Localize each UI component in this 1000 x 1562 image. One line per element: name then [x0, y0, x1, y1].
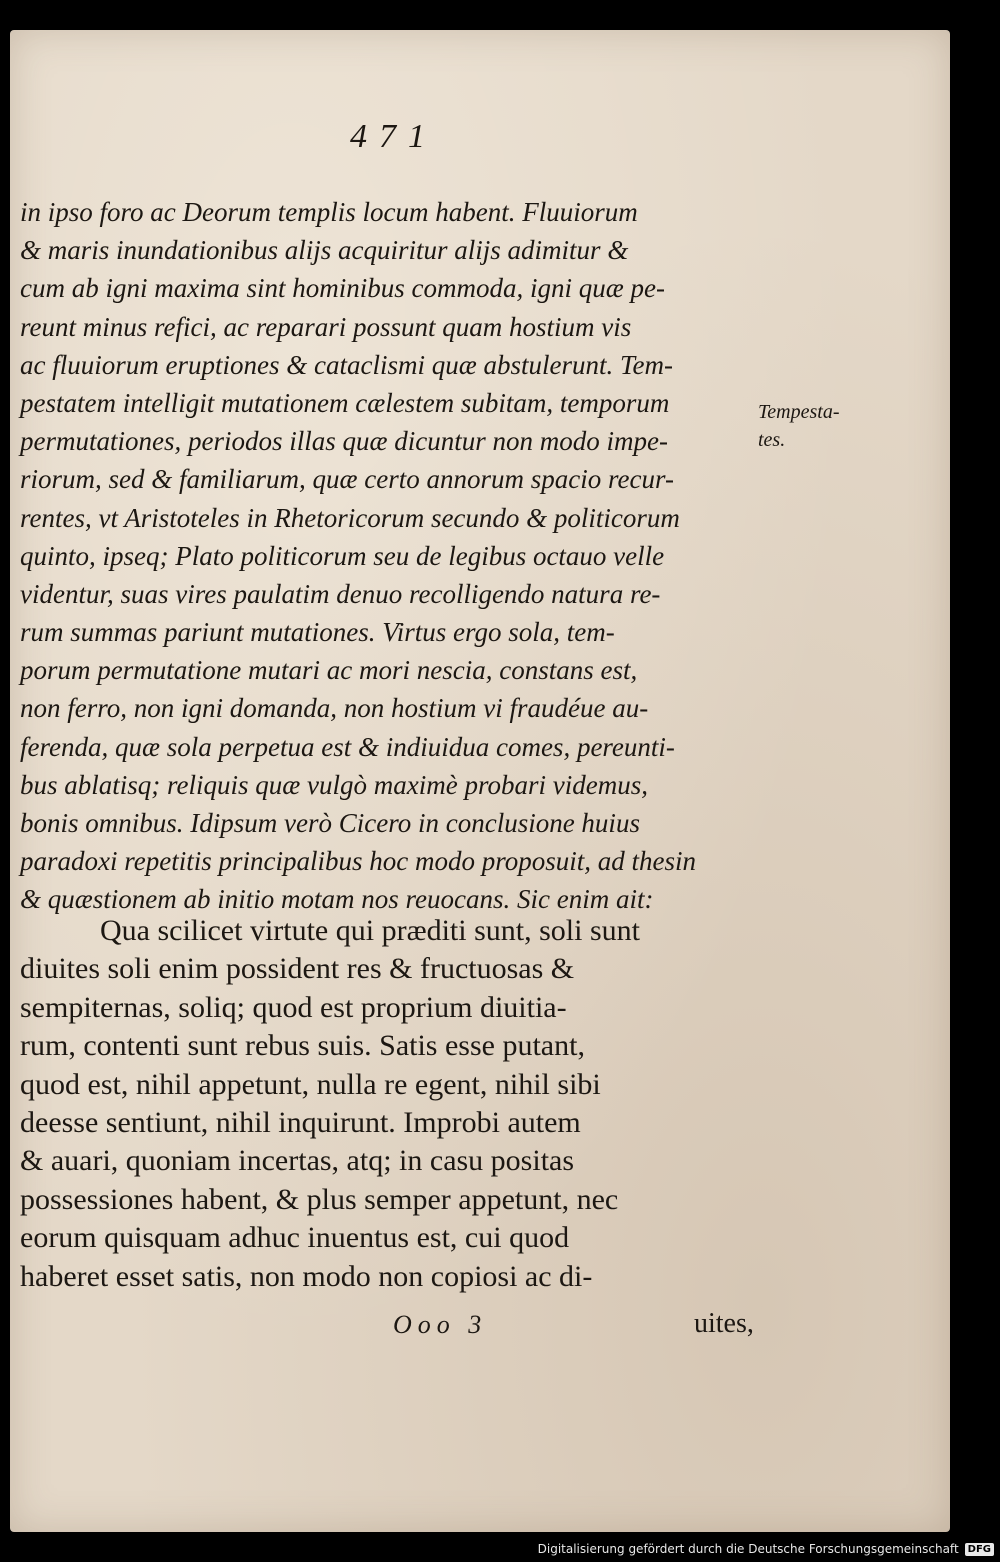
book-page [10, 30, 950, 1532]
text-line: & maris inundationibus alijs acquiritur alijs adimitur & [20, 235, 629, 266]
text-line: reunt minus refici, ac reparari possunt quam hostium vis [20, 311, 632, 342]
text-line: rentes, vt Aristoteles in Rhetoricorum secundo & politicorum [20, 502, 680, 533]
text-line: paradoxi repetitis principalibus hoc modo proposuit, ad thesin [20, 846, 696, 877]
text-line: rum, contenti sunt rebus suis. Satis esse putant, [20, 1029, 585, 1063]
signature-mark: Ooo 3 [393, 1310, 488, 1339]
text-line: & auari, quoniam incertas, atq; in casu positas [20, 1144, 575, 1178]
quotation-block [10, 912, 795, 1296]
text-line: in ipso foro ac Deorum templis locum habent. Fluuiorum [20, 197, 638, 227]
text-line: ac fluuiorum eruptiones & cataclismi quæ abstulerunt. Tem- [20, 349, 673, 380]
text-line: ferenda, quæ sola perpetua est & indiuidua comes, pereunti- [20, 731, 675, 762]
text-line: pestatem intelligit mutationem cælestem subitam, temporum [20, 387, 670, 418]
text-line: bonis omnibus. Idipsum verò Cicero in conclusione huius [20, 808, 640, 838]
text-line: deesse sentiunt, nihil inquirunt. Improbi autem [20, 1105, 581, 1139]
page-number: 471 [350, 118, 437, 155]
text-line: videntur, suas vires paulatim denuo recolligendo natura re- [20, 578, 661, 609]
text-line: diuites soli enim possident res & fructuosas & [20, 952, 575, 986]
digitization-credit [538, 1538, 994, 1560]
text-line: eorum quisquam adhuc inuentus est, cui quod [20, 1221, 570, 1255]
text-line: rum summas pariunt mutationes. Virtus ergo sola, tem- [20, 617, 615, 648]
text-line: non ferro, non igni domanda, non hostium vi fraudéue au- [20, 693, 649, 724]
text-line: quinto, ipseq; Plato politicorum seu de legibus octauo velle [20, 540, 665, 571]
italic-commentary-block [10, 193, 770, 919]
text-line: permutationes, periodos illas quæ dicuntur non modo impe- [20, 426, 668, 457]
text-line: sempiternas, soliq; quod est proprium diuitia- [20, 990, 567, 1024]
text-line: porum permutatione mutari ac mori nescia, constans est, [20, 655, 638, 686]
text-line: cum ab igni maxima sint hominibus commoda, igni quæ pe- [20, 273, 665, 304]
text-line: riorum, sed & familiarum, quæ certo annorum spacio recur- [20, 464, 674, 495]
dfg-logo-icon: DFG [965, 1543, 994, 1556]
text-line: haberet esset satis, non modo non copiosi ac di- [20, 1259, 593, 1293]
text-line: quod est, nihil appetunt, nulla re egent, nihil sibi [20, 1067, 601, 1101]
text-line: & quæstionem ab initio motam nos reuocans. Sic enim ait: [20, 884, 654, 915]
text-line: possessiones habent, & plus semper appetunt, nec [20, 1182, 619, 1216]
marginal-note-line: Tempesta- [758, 401, 840, 423]
catchword: uites, [694, 1308, 754, 1339]
marginal-note [758, 398, 839, 454]
credit-text: Digitalisierung gefördert durch die Deutsche Forschungsgemeinschaft [537, 1542, 959, 1556]
text-line: bus ablatisq; reliquis quæ vulgò maximè probari videmus, [20, 769, 648, 800]
text-line: Qua scilicet virtute qui præditi sunt, soli sunt [100, 914, 640, 947]
marginal-note-line: tes. [758, 429, 786, 451]
